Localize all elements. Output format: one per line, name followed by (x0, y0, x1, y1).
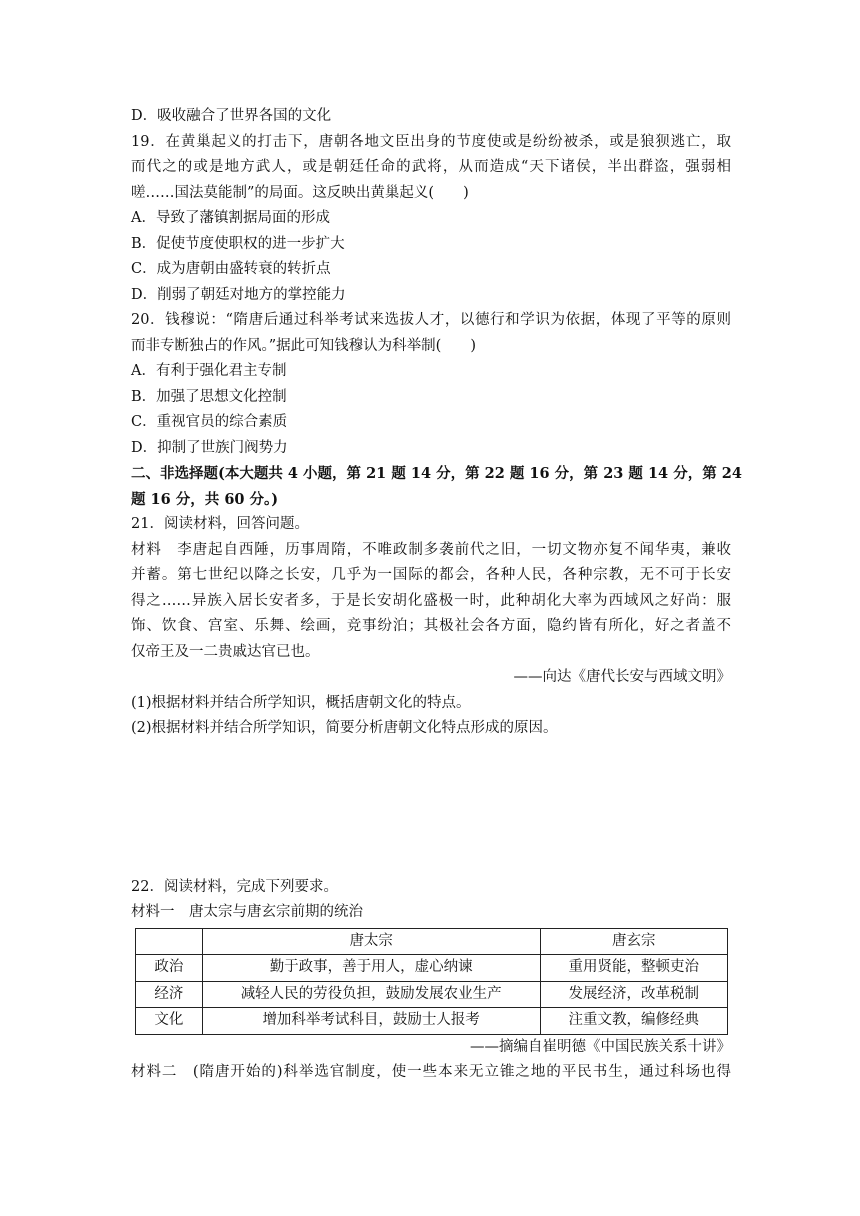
q20-option-a: A．有利于强化君主专制 (131, 363, 287, 379)
table-cell: 减轻人民的劳役负担，鼓励发展农业生产 (202, 981, 540, 1008)
q19-stem-line: 而代之的或是地方武人，或是朝廷任命的武将，从而造成“天下诸侯，半出群盗，强弱相 (131, 159, 731, 175)
q21-material-line: 得之……异族入居长安者多，于是长安胡化盛极一时，此种胡化大率为西域风之好尚：服 (131, 592, 731, 609)
table-cell: 勤于政事，善于用人，虚心纳谏 (202, 955, 540, 982)
q22-material1-title: 材料一 唐太宗与唐玄宗前期的统治 (131, 904, 363, 920)
q20-option-c: C．重视官员的综合素质 (131, 414, 288, 430)
q21-intro: 21．阅读材料，回答问题。 (131, 516, 309, 532)
q22-intro: 22．阅读材料，完成下列要求。 (131, 878, 338, 895)
section-heading-line: 二、非选择题(本大题共 4 小题，第 21 题 14 分，第 22 题 16 分，第 23 题 14 分，第 24 (131, 465, 742, 482)
q19-option-c: C．成为唐朝由盛转衰的转折点 (131, 261, 331, 277)
table-row (136, 1008, 728, 1035)
table-cell: 重用贤能，整顿吏治 (540, 955, 727, 982)
q21-material-line: 并蓄。第七世纪以降之长安，几乎为一国际的都会，各种人民，各种宗教，无不可于长安 (131, 567, 731, 583)
q22-material2-line: 材料二 (隋唐开始的)科举选官制度，使一些本来无立锥之地的平民书生，通过科场也得 (131, 1064, 731, 1080)
q20-stem-line: 20．钱穆说：“隋唐后通过科举考试来选拔人才，以德行和学识为依据，体现了平等的原则 (131, 312, 731, 328)
q19-option-d: D．削弱了朝廷对地方的掌控能力 (131, 286, 346, 303)
answer-space (131, 742, 731, 875)
q20-option-b: B．加强了思想文化控制 (131, 388, 287, 405)
comparison-table (135, 928, 728, 1035)
table-cell: 注重文教，编修经典 (540, 1008, 727, 1035)
q19-stem-line: 嗟……国法莫能制”的局面。这反映出黄巢起义( ) (131, 184, 469, 201)
table-cell: 政治 (136, 955, 203, 982)
table-row (136, 981, 728, 1008)
q19-stem-line: 19．在黄巢起义的打击下，唐朝各地文臣出身的节度使或是纷纷被杀，或是狼狈逃亡，取 (131, 133, 731, 150)
table-cell: 文化 (136, 1008, 203, 1035)
q19-option-a: A．导致了藩镇割据局面的形成 (131, 210, 330, 226)
q21-material-line: 材料 李唐起自西陲，历事周隋，不唯政制多袭前代之旧，一切文物亦复不闻华夷，兼收 (131, 541, 731, 558)
q21-source: ——向达《唐代长安与西域文明》 (513, 669, 731, 685)
q19-stem (131, 130, 731, 207)
section-heading-line: 题 16 分，共 60 分。) (131, 490, 279, 508)
q21-material-line: 饰、饮食、宫室、乐舞、绘画，竞事纷泊；其极社会各方面，隐约皆有所化，好之者盖不 (131, 618, 731, 634)
section2-heading (131, 461, 742, 512)
q21-sub-question-2: (2)根据材料并结合所学知识，简要分析唐朝文化特点形成的原因。 (131, 720, 558, 736)
q21-material (131, 538, 731, 666)
q21-sub-question-1: (1)根据材料并结合所学知识，概括唐朝文化的特点。 (131, 694, 471, 711)
table-header-row (136, 928, 728, 955)
table-cell: 发展经济，改革税制 (540, 981, 727, 1008)
table-header-cell (136, 928, 203, 955)
q19-option-b: B．促使节度使职权的进一步扩大 (131, 235, 345, 252)
q20-stem-line: 而非专断独占的作风。”据此可知钱穆认为科举制( ) (131, 337, 476, 354)
table-row (136, 955, 728, 982)
q22-source: ——摘编自崔明德《中国民族关系十讲》 (470, 1038, 731, 1055)
table-cell: 经济 (136, 981, 203, 1008)
q20-stem (131, 308, 731, 359)
table-header-cell: 唐太宗 (202, 928, 540, 955)
q21-material-line: 仅帝王及一二贵戚达官已也。 (131, 643, 320, 660)
table-header-cell: 唐玄宗 (540, 928, 727, 955)
q20-option-d: D．抑制了世族门阀势力 (131, 439, 288, 456)
table-cell: 增加科举考试科目，鼓励士人报考 (202, 1008, 540, 1035)
q18-option-d: D．吸收融合了世界各国的文化 (131, 108, 332, 124)
exam-page (131, 104, 742, 1086)
